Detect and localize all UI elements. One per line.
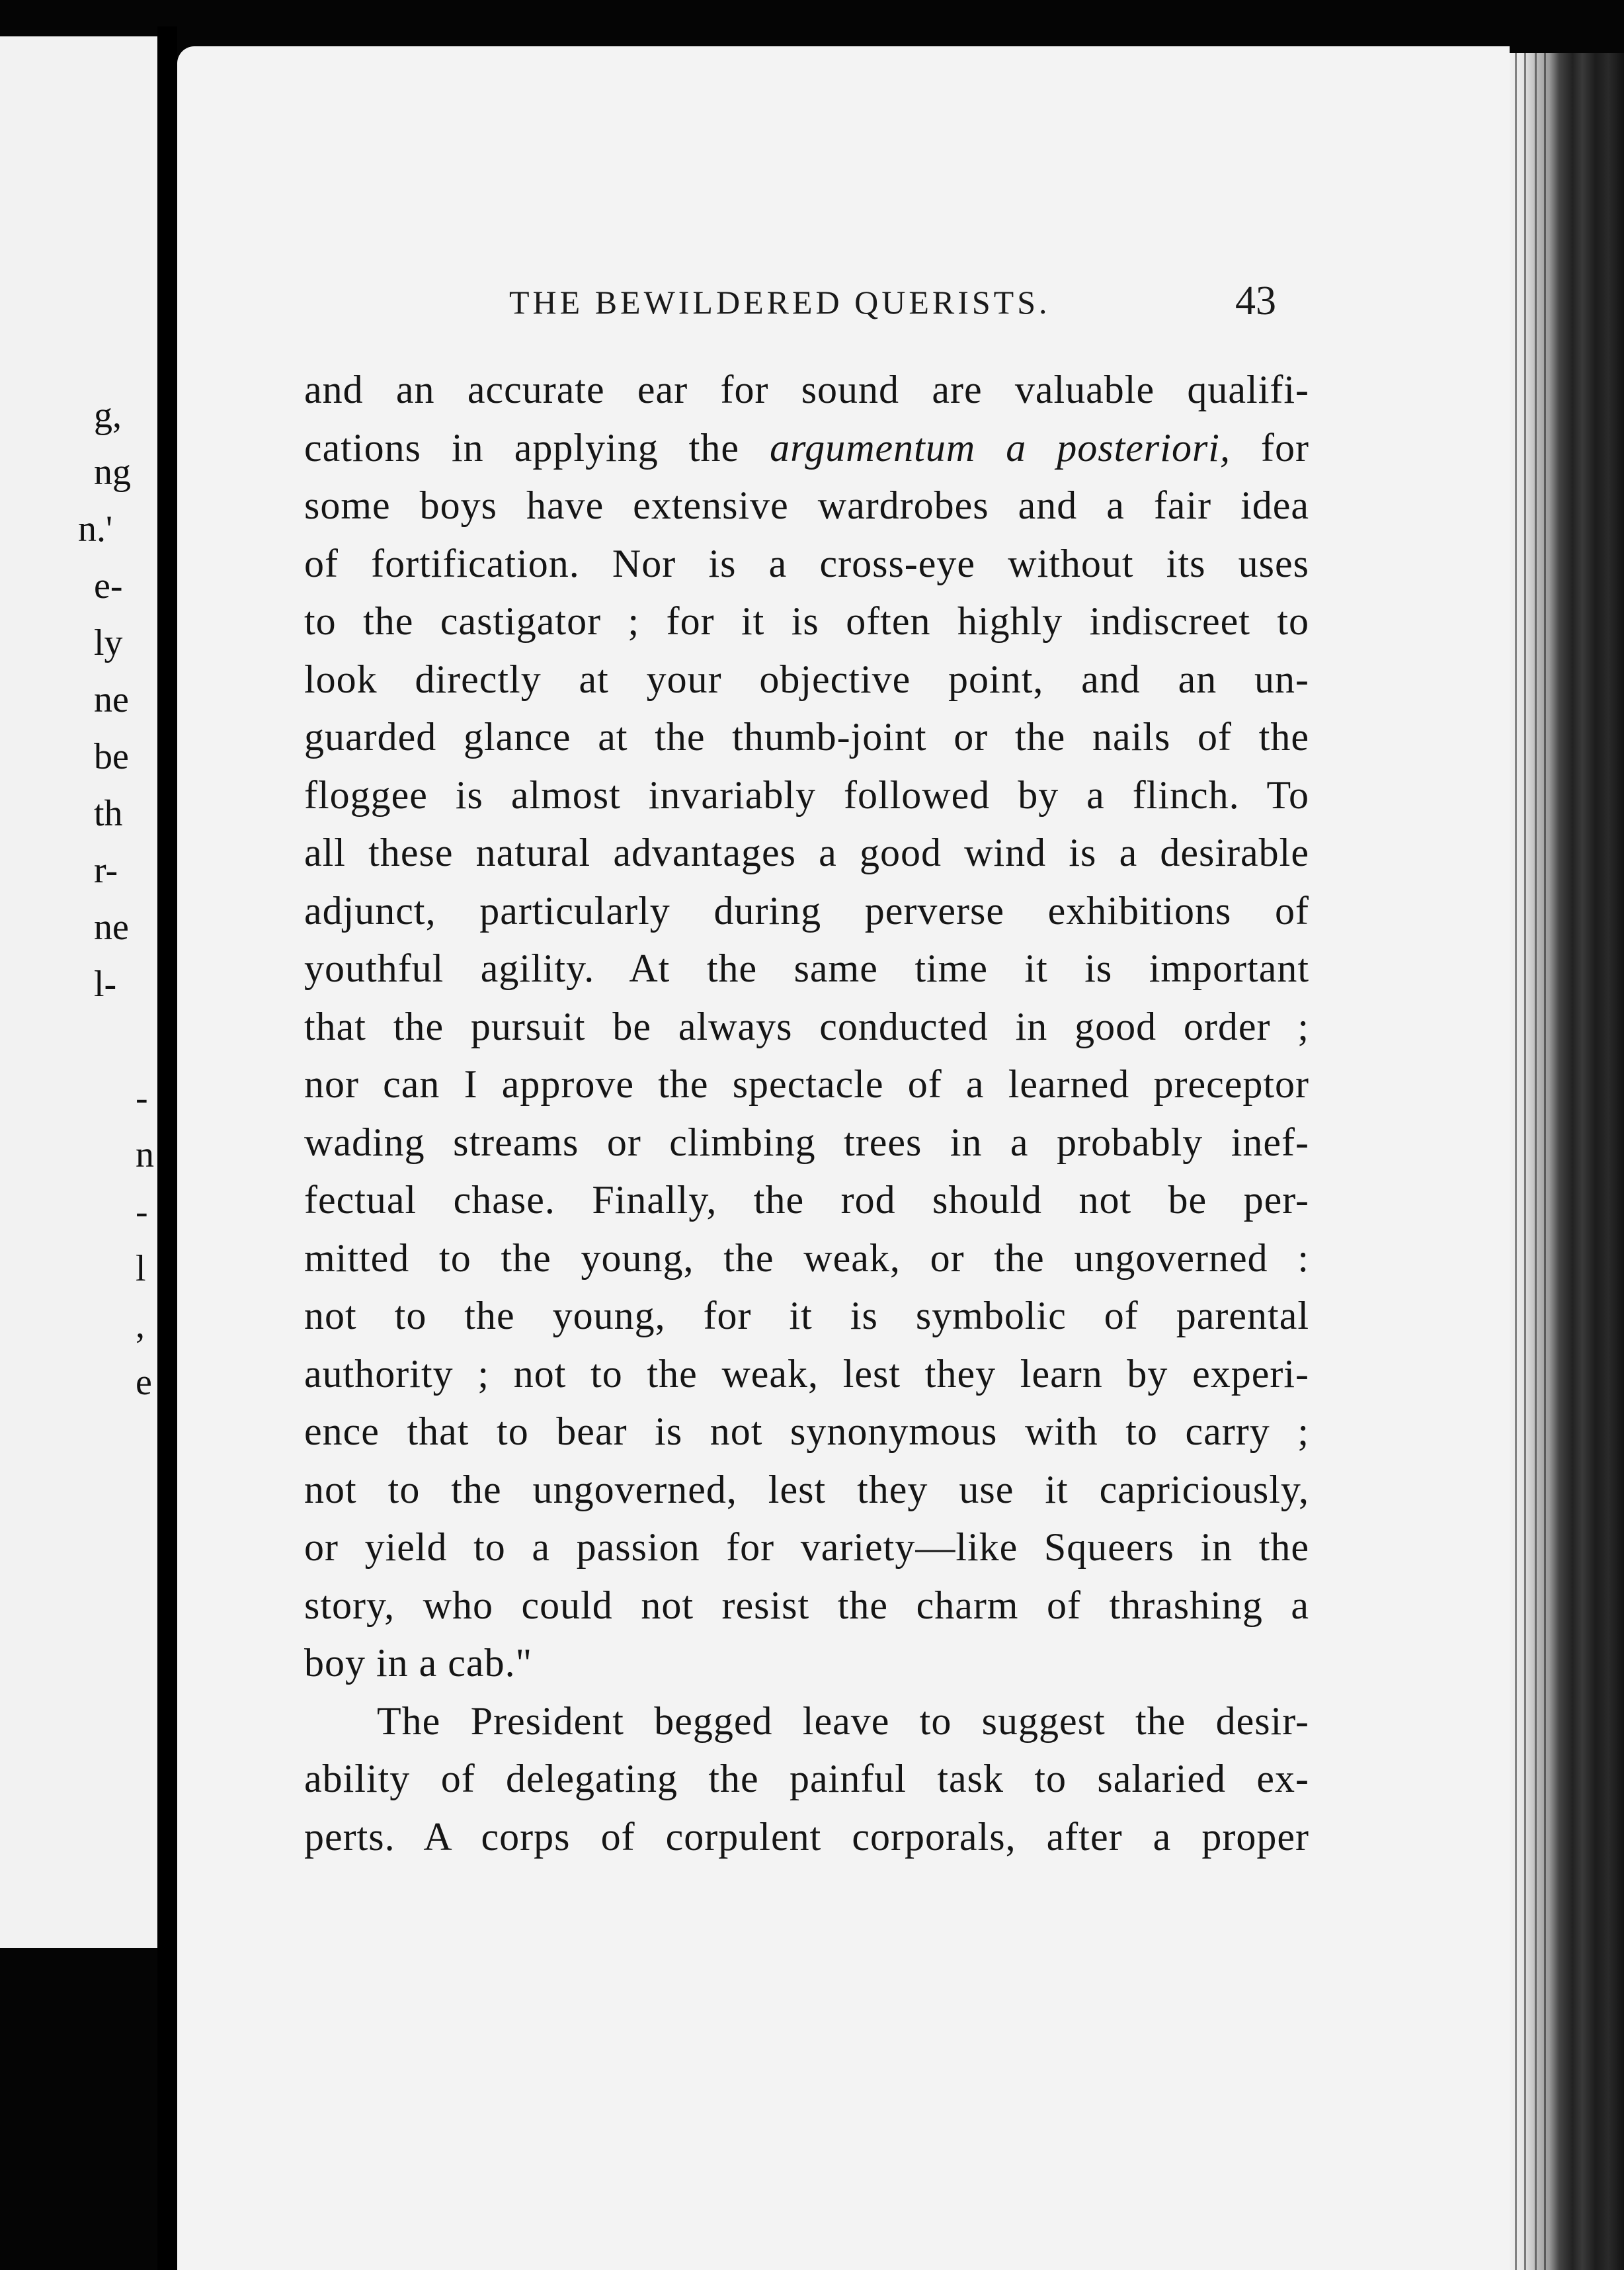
previous-page-fragment: ng bbox=[94, 452, 131, 493]
text-line bbox=[304, 425, 1309, 483]
text-segment: all these natural advantages a good wind is a desirable bbox=[304, 831, 1309, 874]
text-segment: some boys have extensive wardrobes and a fair idea bbox=[304, 483, 1309, 527]
text-line bbox=[304, 1409, 1309, 1467]
text-segment: not to the ungoverned, lest they use it capriciously, bbox=[304, 1467, 1309, 1511]
text-segment: to the castigator ; for it is often highly indiscreet to bbox=[304, 599, 1309, 643]
text-segment: not to the young, for it is symbolic of parental bbox=[304, 1294, 1309, 1337]
previous-page-fragment: e bbox=[136, 1362, 152, 1403]
previous-page-fragment: l- bbox=[94, 964, 117, 1005]
previous-page-fragment: n.' bbox=[78, 509, 113, 550]
text-segment: story, who could not resist the charm of thrashing a bbox=[304, 1583, 1309, 1627]
text-line bbox=[304, 1640, 1309, 1699]
previous-page-fragment bbox=[0, 1013, 154, 1070]
text-line bbox=[304, 1525, 1309, 1583]
body-text bbox=[304, 367, 1309, 1872]
previous-page-fragment: e- bbox=[94, 566, 123, 607]
text-segment: The President begged leave to suggest the desir- bbox=[377, 1699, 1309, 1743]
previous-page-fragment: r- bbox=[94, 850, 118, 891]
text-segment: authority ; not to the weak, lest they learn by experi- bbox=[304, 1351, 1309, 1396]
text-line bbox=[304, 1351, 1309, 1409]
previous-page-fragment: - bbox=[136, 1077, 148, 1118]
text-segment: perts. A corps of corpulent corporals, after a proper bbox=[304, 1814, 1309, 1859]
previous-page bbox=[0, 36, 165, 1948]
text-line bbox=[304, 714, 1309, 773]
previous-page-fragment: th bbox=[94, 793, 123, 834]
text-line bbox=[304, 367, 1309, 425]
text-segment: nor can I approve the spectacle of a learned preceptor bbox=[304, 1062, 1309, 1106]
text-line bbox=[304, 946, 1309, 1004]
text-line bbox=[304, 1756, 1309, 1814]
page-number: 43 bbox=[1235, 278, 1276, 323]
text-line bbox=[304, 773, 1309, 831]
text-line bbox=[304, 1004, 1309, 1062]
page-edges bbox=[1510, 53, 1624, 2270]
previous-page-fragment: , bbox=[136, 1305, 145, 1346]
text-segment: look directly at your objective point, and an un- bbox=[304, 657, 1309, 701]
previous-page-fragment: be bbox=[94, 736, 129, 777]
text-segment: mitted to the young, the weak, or the ungoverned : bbox=[304, 1236, 1309, 1280]
text-segment: of fortification. Nor is a cross-eye without its uses bbox=[304, 541, 1309, 585]
text-line bbox=[304, 1814, 1309, 1872]
previous-page-fragment: - bbox=[136, 1191, 148, 1232]
previous-page-fragment: l bbox=[136, 1248, 146, 1289]
text-segment: floggee is almost invariably followed by a flinch. To bbox=[304, 773, 1309, 817]
text-segment: youthful agility. At the same time it is important bbox=[304, 946, 1309, 990]
text-segment: for bbox=[1230, 425, 1309, 470]
text-line bbox=[304, 1583, 1309, 1641]
text-line bbox=[304, 1293, 1309, 1351]
previous-page-fragment: ne bbox=[94, 907, 129, 948]
text-line bbox=[304, 599, 1309, 657]
running-title: THE BEWILDERED QUERISTS. bbox=[509, 284, 1051, 321]
text-segment: that the pursuit be always conducted in good order ; bbox=[304, 1004, 1309, 1048]
text-segment: ence that to bear is not synonymous with to carry ; bbox=[304, 1409, 1309, 1453]
text-line bbox=[304, 830, 1309, 888]
text-segment: or yield to a passion for variety—like Squeers in the bbox=[304, 1525, 1309, 1569]
text-segment: and an accurate ear for sound are valuable qualifi- bbox=[304, 368, 1309, 411]
text-line bbox=[304, 483, 1309, 541]
previous-page-fragment: ne bbox=[94, 679, 129, 720]
text-line bbox=[304, 1236, 1309, 1294]
text-segment: guarded glance at the thumb-joint or the nails of the bbox=[304, 715, 1309, 759]
text-segment: boy in a cab." bbox=[304, 1641, 533, 1685]
previous-page-fragment: g, bbox=[94, 395, 122, 436]
text-segment: wading streams or climbing trees in a probably inef- bbox=[304, 1120, 1309, 1164]
text-line bbox=[304, 1467, 1309, 1525]
previous-page-text-edge bbox=[0, 387, 154, 1411]
text-line bbox=[304, 1062, 1309, 1120]
previous-page-fragment: ly bbox=[94, 622, 123, 663]
text-segment: cations in applying the bbox=[304, 425, 770, 470]
text-line bbox=[304, 1120, 1309, 1178]
text-segment: ability of delegating the painful task to salaried ex- bbox=[304, 1757, 1309, 1800]
text-segment: fectual chase. Finally, the rod should not be per- bbox=[304, 1178, 1309, 1222]
text-line bbox=[304, 657, 1309, 715]
binding-gutter bbox=[157, 26, 177, 2270]
italic-phrase: argumentum a posteriori, bbox=[770, 425, 1231, 470]
text-line bbox=[304, 888, 1309, 946]
text-segment: adjunct, particularly during perverse exhibitions of bbox=[304, 888, 1309, 933]
text-line bbox=[304, 541, 1309, 599]
previous-page-fragment: n bbox=[136, 1134, 154, 1175]
running-head bbox=[331, 278, 1276, 336]
text-line bbox=[304, 1699, 1309, 1757]
text-line bbox=[304, 1177, 1309, 1236]
